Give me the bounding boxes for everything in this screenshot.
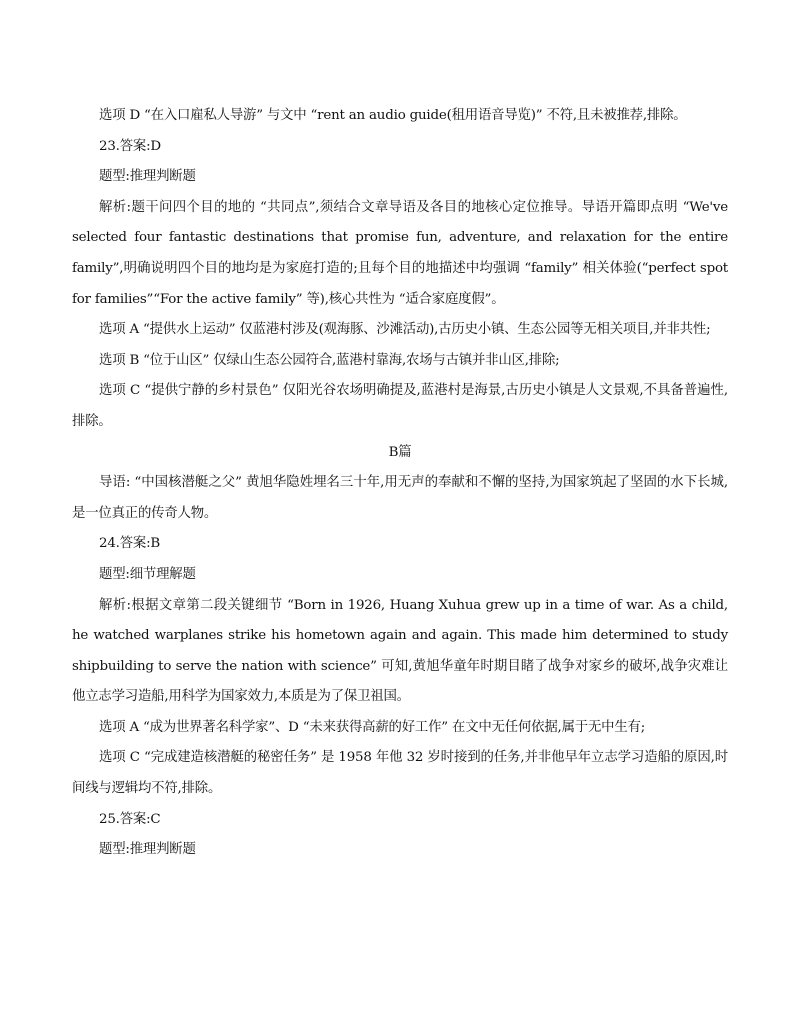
analysis-23: 解析:题干问四个目的地的 “共同点”,须结合文章导语及各目的地核心定位推导。导语开篇即点明 “We've selected four fantastic destinations that promise fun, adventure, and relaxation for the entire family”,明确说明四个目的地均是为家庭打造的;且每个目的地描述中均强调 “family” 相关体验(“perfect spot for families”“For the active family” 等),核心共性为 “适合家庭度假”。 [72, 199, 728, 307]
question-type-25: 题型:推理判断题 [99, 842, 196, 858]
question-type-23: 题型:推理判断题 [99, 169, 196, 185]
section-heading-b: B篇 [388, 444, 412, 460]
answer-24: 24.答案:B [99, 536, 161, 552]
answer-25: 25.答案:C [99, 811, 161, 827]
passage-b-intro: 导语: “中国核潜艇之父” 黄旭华隐姓埋名三十年,用无声的奉献和不懈的坚持,为国家筑起了坚固的水下长城,是一位真正的传奇人物。 [72, 475, 728, 521]
option-d-analysis-q22: 选项 D “在入口雇私人导游” 与文中 “rent an audio guide(租用语音导览)” 不符,且未被推荐,排除。 [99, 108, 687, 123]
question-type-24: 题型:细节理解题 [99, 566, 196, 582]
option-c-analysis-q23: 选项 C “提供宁静的乡村景色” 仅阳光谷农场明确提及,蓝港村是海景,古历史小镇是人文景观,不具备普遍性,排除。 [72, 383, 728, 429]
answer-23: 23.答案:D [99, 138, 161, 154]
option-a-analysis-q23: 选项 A “提供水上运动” 仅蓝港村涉及(观海豚、沙滩活动),古历史小镇、生态公园等无相关项目,并非共性; [99, 322, 711, 338]
option-c-analysis-q24: 选项 C “完成建造核潜艇的秘密任务” 是 1958 年他 32 岁时接到的任务,并非他早年立志学习造船的原因,时间线与逻辑均不符,排除。 [72, 750, 728, 797]
document-body [72, 101, 728, 866]
analysis-24: 解析:根据文章第二段关键细节 “Born in 1926, Huang Xuhua grew up in a time of war. As a child, he watched warplanes strike his hometown again and again. This made him determined to study shipbuilding to serve the nation with science” 可知,黄旭华童年时期目睹了战争对家乡的破坏,战争灾难让他立志学习造船,用科学为国家效力,本质是为了保卫祖国。 [72, 597, 728, 705]
option-a-d-analysis-q24: 选项 A “成为世界著名科学家”、D “未来获得高薪的好工作” 在文中无任何依据,属于无中生有; [99, 719, 646, 735]
option-b-analysis-q23: 选项 B “位于山区” 仅绿山生态公园符合,蓝港村靠海,农场与古镇并非山区,排除; [99, 352, 560, 368]
